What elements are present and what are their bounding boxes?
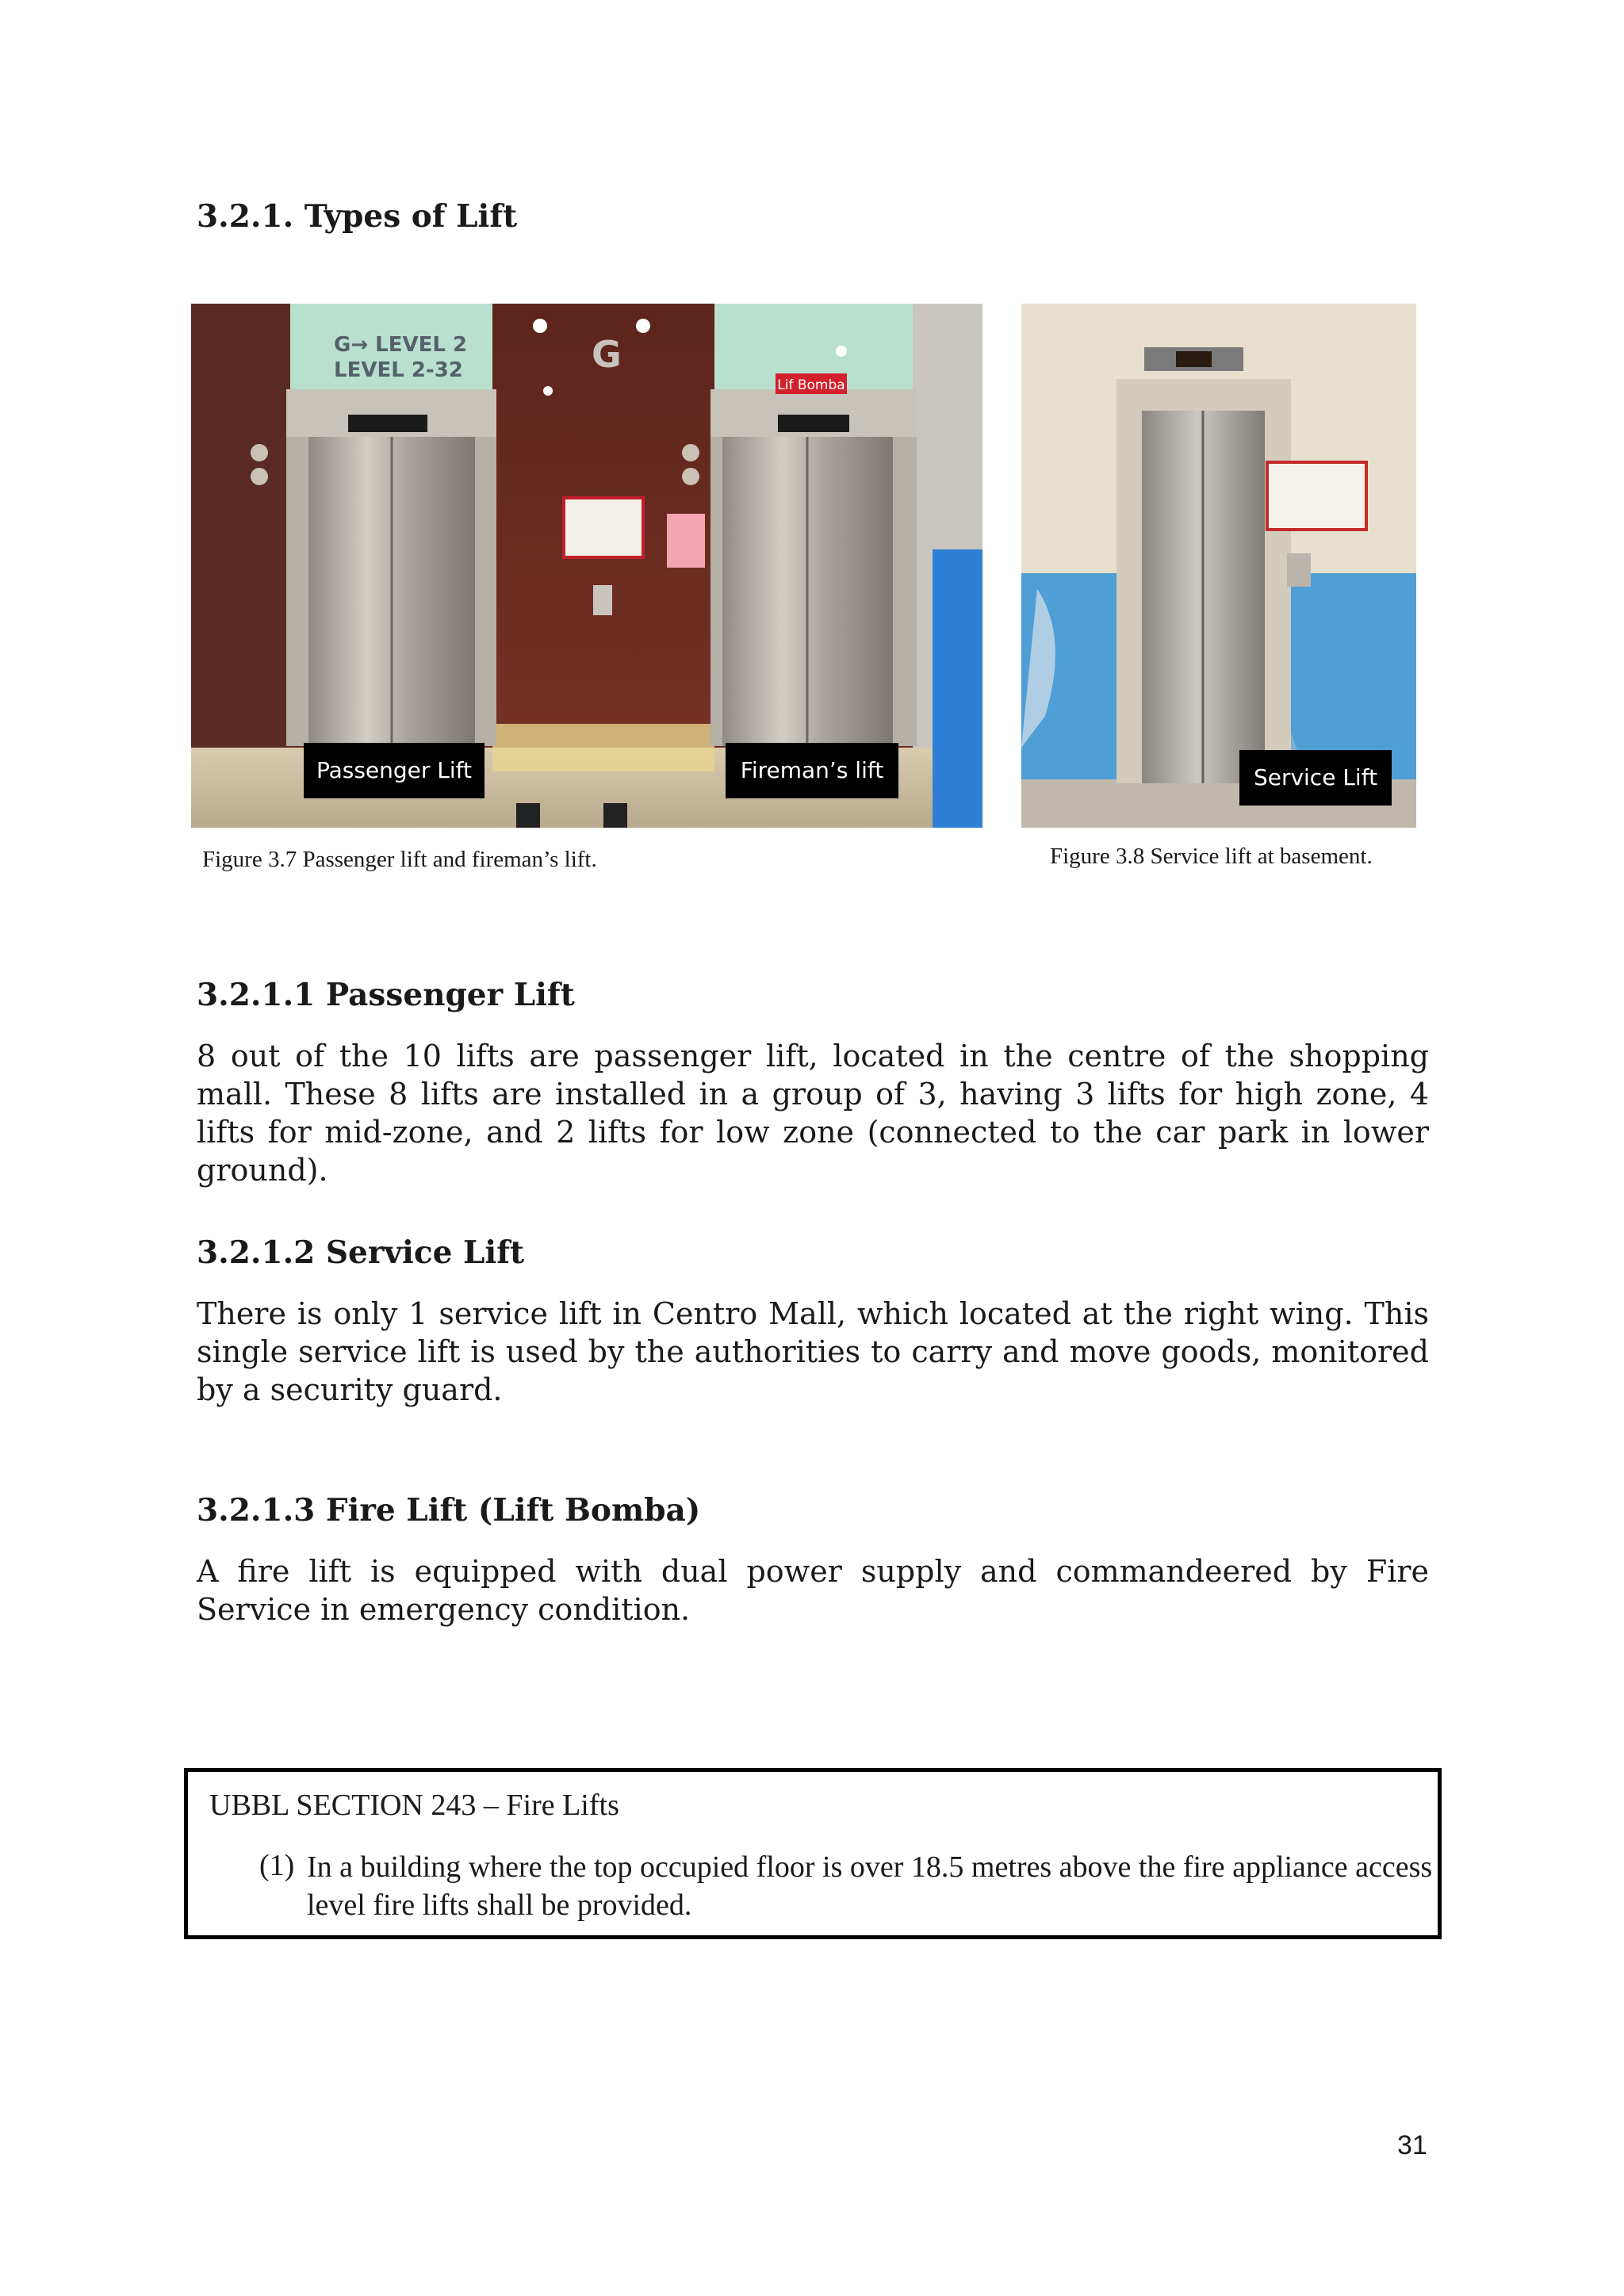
figure-3-7-caption: Figure 3.7 Passenger lift and fireman’s lift. — [202, 847, 597, 872]
figure-service-lift-photo — [1021, 304, 1416, 828]
regulation-item-number: (1) — [259, 1849, 295, 1882]
passenger-lift-paragraph: 8 out of the 10 lifts are passenger lift, located in the centre of the shopping mall. These 8 lifts are installed in a group of 3, having 3 lifts for high zone, 4 lifts for mid-zone, and 2 lifts for low zone (connected to the car park in lower ground). — [197, 1039, 1429, 1188]
service-lift-heading: 3.2.1.2 Service Lift — [197, 1234, 525, 1271]
sign-lif-bomba: Lif Bomba — [777, 377, 845, 393]
regulation-title: UBBL SECTION 243 – Fire Lifts — [209, 1789, 619, 1822]
passenger-lift-heading: 3.2.1.1 Passenger Lift — [197, 977, 575, 1013]
fire-lift-paragraph: A fire lift is equipped with dual power supply and commandeered by Fire Service in emergency condition. — [197, 1554, 1429, 1627]
regulation-item-text: In a building where the top occupied floor is over 18.5 metres above the fire appliance access level fire lifts shall be provided. — [307, 1850, 1433, 1922]
sign-level-2: LEVEL 2-32 — [334, 358, 463, 382]
page-number: 31 — [1397, 2130, 1427, 2160]
service-lift-paragraph: There is only 1 service lift in Centro Mall, which located at the right wing. This single service lift is used by the authorities to carry and move goods, monitored by a security guard. — [197, 1296, 1429, 1407]
fireman-lift-label: Fireman’s lift — [726, 743, 898, 798]
service-lift-label: Service Lift — [1239, 750, 1392, 806]
figure-passenger-fireman-photo — [191, 304, 982, 828]
passenger-lift-label: Passenger Lift — [304, 743, 485, 798]
sign-level-1: G→ LEVEL 2 — [334, 333, 468, 357]
sign-g: G — [592, 333, 622, 376]
service-lift-illustration — [1021, 304, 1416, 828]
fire-lift-heading: 3.2.1.3 Fire Lift (Lift Bomba) — [197, 1492, 701, 1529]
section-heading: 3.2.1. Types of Lift — [197, 198, 518, 235]
ubbl-regulation-box — [184, 1768, 1442, 1939]
figure-3-8-caption: Figure 3.8 Service lift at basement. — [1050, 844, 1373, 869]
